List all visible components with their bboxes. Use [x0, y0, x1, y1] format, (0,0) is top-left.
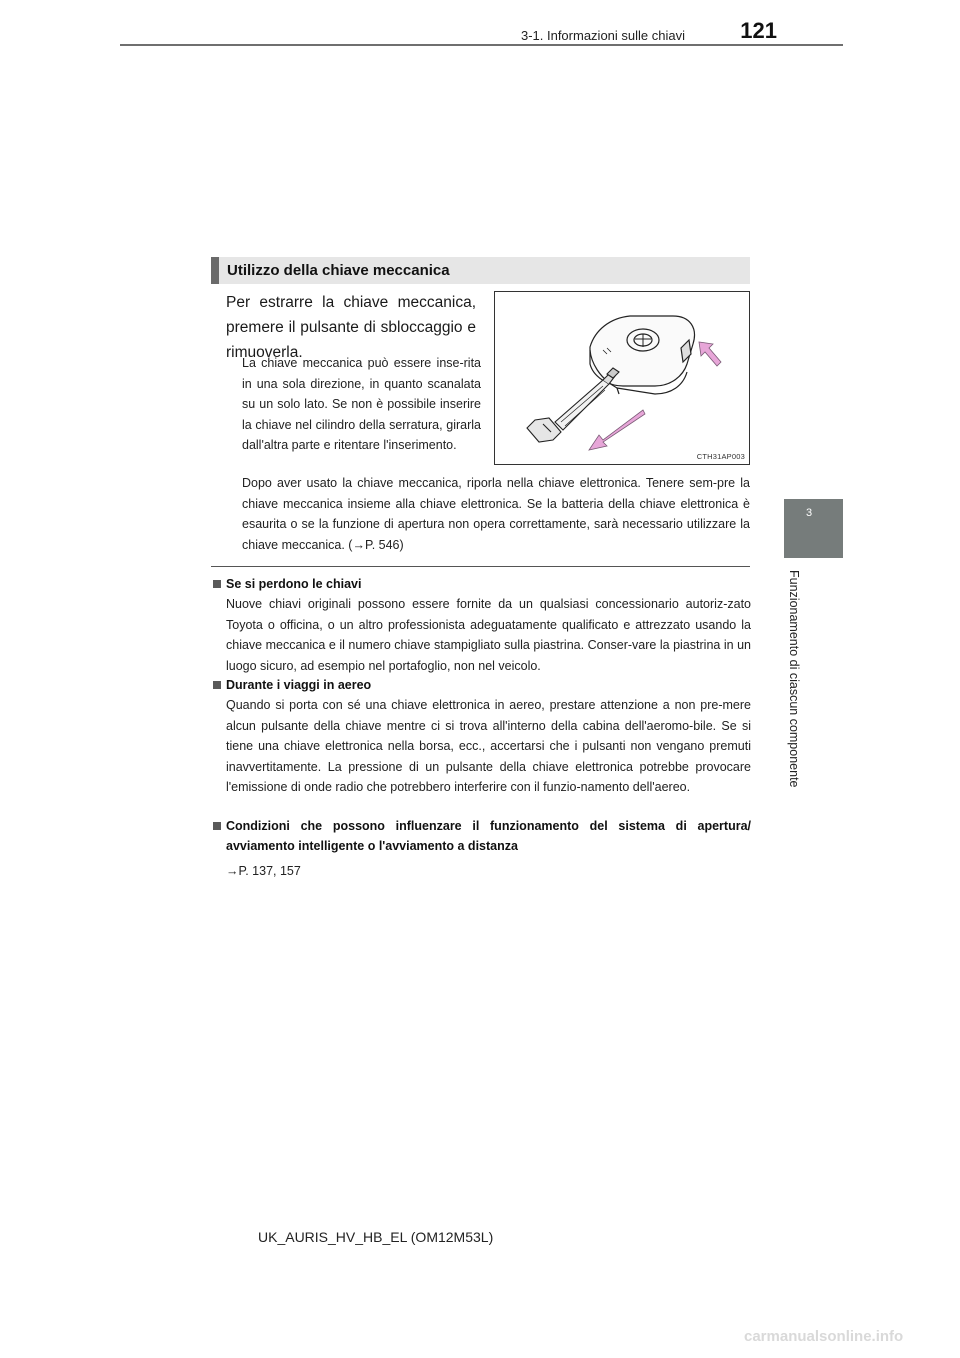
info-item-title-text: Se si perdono le chiavi [226, 577, 362, 591]
document-code: UK_AURIS_HV_HB_EL (OM12M53L) [258, 1229, 494, 1245]
chapter-number: 3 [806, 507, 813, 519]
section-heading [211, 257, 750, 284]
storage-note: Dopo aver usato la chiave meccanica, riporla nella chiave elettronica. Tenere sem-pre la chiave meccanica insieme alla chiave elettronica. Se la batteria della chiave elettronica è esaurita o se la funzione di apertura non opera correttamente, sarà necessario utilizzare la chiave meccanica. (→P. 546) [242, 476, 750, 552]
info-item-body: Nuove chiavi originali possono essere fornite da un qualsiasi concessionario autoriz-zato Toyota o officina, o un altro professionista adeguatamente qualificato e attrezzato usando la chiave meccanica e il numero chiave stampigliato sulla piastrina. Conser-vare la piastrina in un luogo sicuro, ad esempio nel portafoglio, non nel veicolo. [226, 597, 751, 673]
chapter-title-vertical: Funzionamento di ciascun componente [787, 570, 801, 788]
info-item-air-travel [211, 675, 751, 798]
info-item-title [211, 675, 751, 695]
info-item-smart-entry-conditions [211, 816, 751, 882]
mechanical-key-icon [527, 368, 619, 442]
key-insertion-note: La chiave meccanica può essere inse-rita in una sola direzione, in quanto scanalata su un solo lato. Se non è possibile inserire la chiave nel cilindro della serratura, girarla dall'altra parte e ritentare l'inserimento. [242, 356, 481, 452]
info-item-title [211, 574, 751, 594]
side-tab-strip [784, 46, 843, 498]
info-item-title-text: Durante i viaggi in aereo [226, 678, 372, 692]
info-item-body: →P. 137, 157 [226, 864, 301, 878]
electronic-key-drawing [495, 292, 749, 464]
bullet-square-icon [213, 681, 221, 689]
section-heading-bar [211, 257, 219, 284]
intro-paragraph: Per estrarre la chiave meccanica, premere il pulsante di sbloccaggio e rimuoverla. [226, 294, 476, 361]
header-rule [120, 44, 843, 46]
info-item-lost-keys [211, 574, 751, 676]
info-item-title [211, 816, 751, 856]
watermark: carmanualsonline.info [744, 1328, 904, 1345]
chapter-tab [784, 499, 843, 558]
running-header-section: 3-1. Informazioni sulle chiavi [520, 28, 685, 43]
page-number: 121 [740, 18, 777, 43]
info-item-title-text: Condizioni che possono influenzare il funzionamento del sistema di apertura/ avviamento intelligente o l'avviamento a distanza [226, 819, 751, 853]
bullet-square-icon [213, 580, 221, 588]
pull-arrow-icon [589, 410, 645, 450]
key-illustration [494, 291, 750, 465]
figure-caption: CTH31AP003 [696, 452, 745, 461]
section-heading-text: Utilizzo della chiave meccanica [227, 262, 450, 279]
bullet-square-icon [213, 822, 221, 830]
push-arrow-icon [699, 342, 721, 366]
info-item-body: Quando si porta con sé una chiave elettronica in aereo, prestare attenzione a non pre-mere alcun pulsante della chiave mentre ci si trova all'interno della cabina dell'aeromo-bile. Se si tiene una chiave elettronica nella borsa, ecc., accertarsi che i pulsanti non vengano premuti inavvertitamente. La pressione di un pulsante della chiave elettronica potrebbe provocare l'emissione di onde radio che potrebbero interferire con il funzio-namento dell'aereo. [226, 698, 751, 794]
section-separator [211, 566, 750, 567]
